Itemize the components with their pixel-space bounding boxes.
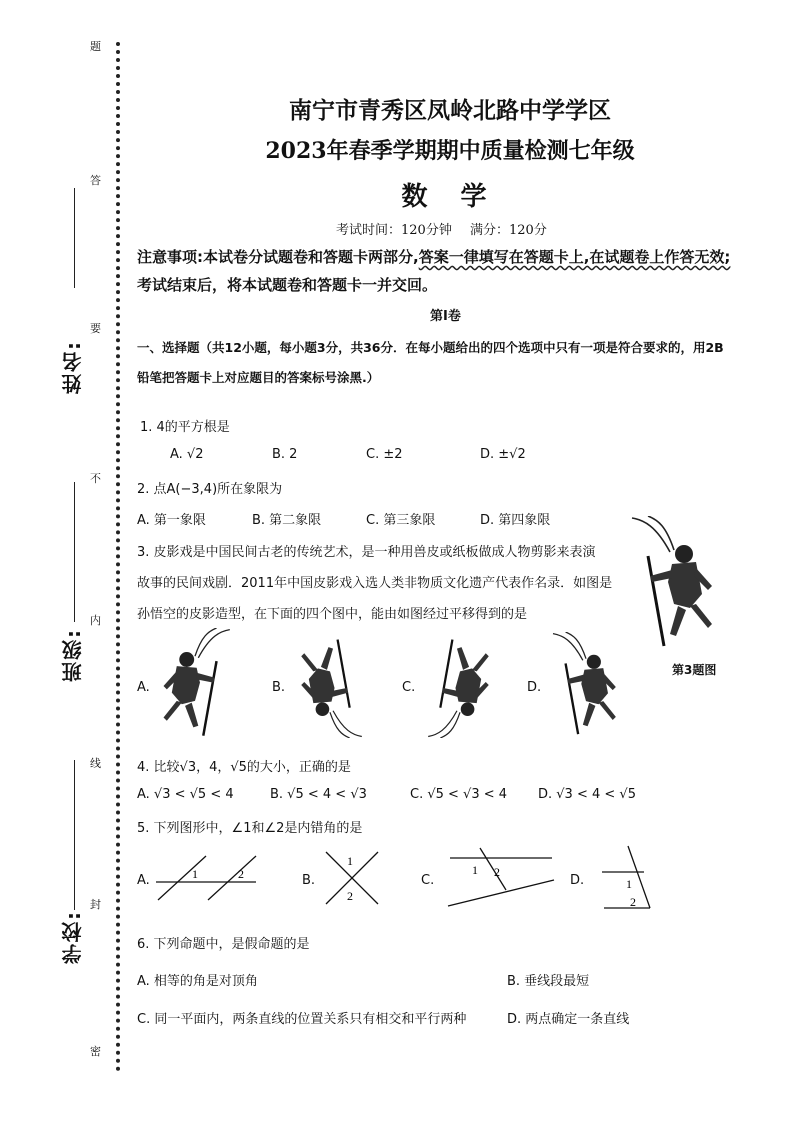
q1-option-a: A. √2 (170, 447, 204, 462)
notice-emphasis-invalid: 在试题卷上作答无效; (589, 248, 731, 266)
q5-c-angle-1: 1 (472, 863, 478, 877)
q5-option-d-diagram (596, 844, 656, 912)
q6-option-a: A. 相等的角是对顶角 (137, 974, 258, 989)
q3-option-b-figure (290, 632, 370, 738)
q5-option-b-diagram (322, 848, 382, 908)
q4-option-c: C. √5 < √3 < 4 (410, 787, 508, 802)
notice-line-2: 考试结束后，将本试题卷和答题卡一并交回。 (137, 276, 438, 294)
q5-a-angle-2: 2 (238, 867, 244, 881)
q3-option-d-figure (546, 632, 626, 742)
q3-figure-caption: 第3题图 (672, 663, 717, 677)
exam-title-term: 2023年春季学期期中质量检测七年级 (265, 138, 635, 164)
school-underline[interactable] (74, 760, 75, 910)
binding-dotted-line (116, 42, 120, 1072)
q5-option-a-diagram (150, 850, 260, 902)
seal-char-xian: 线 (90, 757, 101, 770)
q1-option-c: C. ±2 (366, 447, 403, 462)
q5-a-angle-1: 1 (192, 867, 198, 881)
q4-option-a: A. √3 < √5 < 4 (137, 787, 234, 802)
q3-reference-puppet-figure (626, 516, 722, 656)
q5-d-angle-2: 2 (630, 895, 636, 909)
class-underline[interactable] (74, 482, 75, 622)
q4-option-d: D. √3 < 4 < √5 (538, 787, 636, 802)
q6-stem: 6. 下列命题中，是假命题的是 (137, 937, 310, 952)
seal-char-yao: 要 (90, 322, 101, 335)
q3-option-a-figure (152, 628, 238, 744)
q5-b-angle-2: 2 (347, 889, 353, 903)
q5-stem: 5. 下列图形中，∠1和∠2是内错角的是 (137, 821, 363, 836)
school-label: 学校: (61, 910, 85, 964)
q5-c-angle-2: 2 (494, 865, 500, 879)
q3-option-b-label: B. (272, 680, 286, 695)
exam-time: 考试时间：120分钟 (336, 223, 452, 238)
seal-char-feng: 封 (90, 898, 101, 911)
section-instructions-line-2: 铅笔把答题卡上对应题目的答案标号涂黑.） (137, 370, 380, 385)
name-underline[interactable] (74, 188, 75, 288)
notice-label: 注意事项: (137, 248, 203, 266)
q4-stem: 4. 比较√3，4，√5的大小，正确的是 (137, 760, 351, 775)
q3-stem-line-3: 孙悟空的皮影造型，在下面的四个图中，能由如图经过平移得到的是 (137, 607, 528, 622)
exam-title-district: 南宁市青秀区凤岭北路中学学区 (289, 97, 611, 124)
exam-subject: 数 学 (401, 182, 499, 212)
q3-option-c-label: C. (402, 680, 416, 695)
notice-emphasis-answer: 答案一律填写在答题卡上, (418, 248, 590, 266)
q3-option-d-label: D. (527, 680, 542, 695)
q1-stem: 1. 4的平方根是 (140, 420, 230, 435)
class-label: 班级: (61, 628, 85, 682)
q2-option-b: B. 第二象限 (252, 513, 322, 528)
section-instructions-line-1: 一、选择题（共12小题，每小题3分，共36分．在每小题给出的四个选项中只有一项是符合要求的，用2B (137, 340, 724, 355)
q5-option-a-label: A. (137, 873, 150, 888)
q3-option-c-figure (420, 632, 500, 738)
q2-option-d: D. 第四象限 (480, 513, 551, 528)
notice-text-a: 本试卷分试题卷和答题卡两部分, (203, 248, 419, 266)
q3-stem-line-1: 3. 皮影戏是中国民间古老的传统艺术，是一种用兽皮或纸板做成人物剪影来表演 (137, 545, 596, 560)
volume-heading: 第I卷 (430, 309, 461, 324)
q5-option-c-diagram (446, 846, 556, 912)
seal-char-ti: 题 (90, 40, 101, 53)
q1-option-b: B. 2 (272, 447, 298, 462)
q5-option-d-label: D. (570, 873, 585, 888)
full-score: 满分：120分 (470, 223, 547, 238)
name-label: 姓名: (61, 340, 85, 394)
q2-option-c: C. 第三象限 (366, 513, 436, 528)
seal-char-da: 答 (90, 174, 101, 187)
q5-d-angle-1: 1 (626, 877, 632, 891)
q6-option-b: B. 垂线段最短 (507, 974, 590, 989)
q5-option-c-label: C. (421, 873, 435, 888)
seal-char-nei: 内 (90, 614, 101, 627)
q3-stem-line-2: 故事的民间戏剧．2011年中国皮影戏入选人类非物质文化遗产代表作名录．如图是 (137, 576, 613, 591)
q6-option-d: D. 两点确定一条直线 (507, 1012, 630, 1027)
q2-option-a: A. 第一象限 (137, 513, 206, 528)
q5-b-angle-1: 1 (347, 854, 353, 868)
q1-option-d: D. ±√2 (480, 447, 526, 462)
seal-char-mi: 密 (90, 1045, 101, 1058)
q3-option-a-label: A. (137, 680, 150, 695)
q2-stem: 2. 点A(−3,4)所在象限为 (137, 482, 283, 497)
q4-option-b: B. √5 < 4 < √3 (270, 787, 367, 802)
notice-line-1 (137, 246, 730, 267)
seal-char-bu: 不 (90, 472, 101, 485)
q6-option-c: C. 同一平面内，两条直线的位置关系只有相交和平行两种 (137, 1012, 467, 1027)
q5-option-b-label: B. (302, 873, 316, 888)
